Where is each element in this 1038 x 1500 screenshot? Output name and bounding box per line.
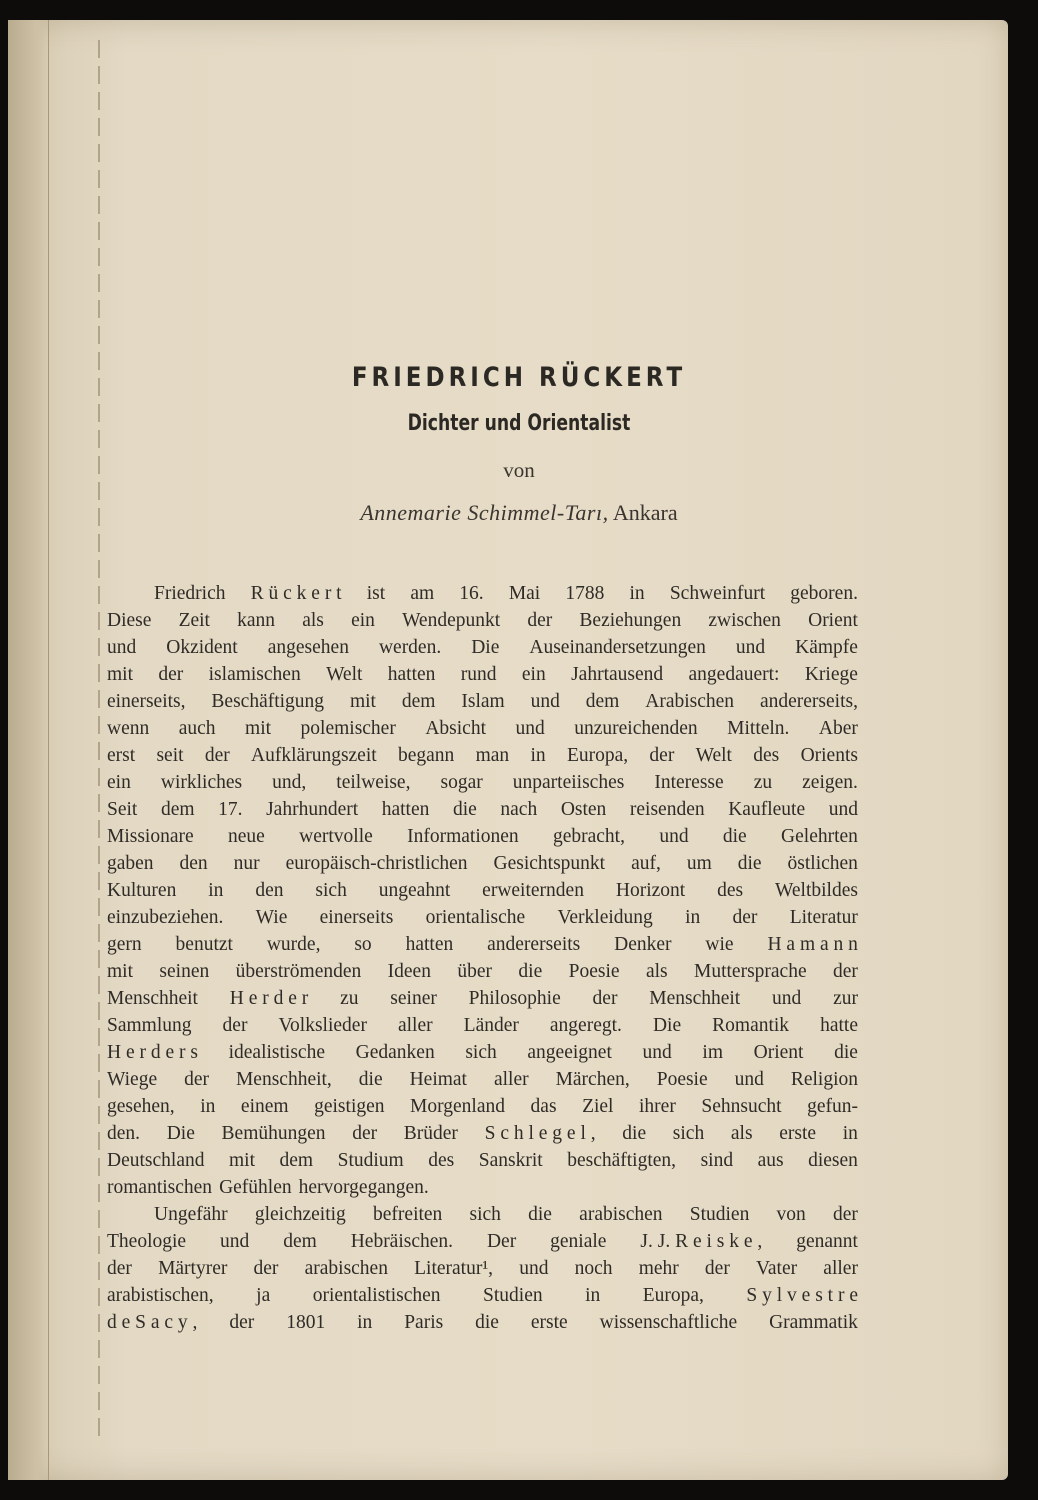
word: Sanskrit xyxy=(478,1150,543,1171)
word: hatten xyxy=(387,664,436,685)
word: diesen xyxy=(808,1150,858,1171)
word: Grammatik xyxy=(769,1312,858,1333)
word: Jahrhundert xyxy=(266,799,359,820)
word: in xyxy=(629,583,645,604)
word: Gefühlen xyxy=(219,1177,292,1198)
word: die xyxy=(528,1204,552,1225)
word: ihrer xyxy=(639,1096,676,1117)
page-fold-line xyxy=(98,40,100,1440)
word: Vater xyxy=(755,1258,798,1279)
word: Morgenland xyxy=(410,1096,506,1117)
word: geboren. xyxy=(790,583,858,604)
word: aller xyxy=(397,1015,433,1036)
text-line xyxy=(107,1120,858,1147)
word: erste xyxy=(530,1312,568,1333)
word: um xyxy=(686,853,712,874)
word: wurde, xyxy=(266,934,321,955)
word: der xyxy=(833,961,858,982)
word: 16. xyxy=(459,583,484,604)
word: über xyxy=(457,961,493,982)
word: Kaufleute xyxy=(728,799,806,820)
word: und xyxy=(828,799,858,820)
word: mit xyxy=(349,691,376,712)
word: Kriege xyxy=(804,664,858,685)
word: Beziehungen xyxy=(579,610,682,631)
word: einerseits xyxy=(319,907,394,928)
word: zu xyxy=(340,988,359,1009)
text-line xyxy=(107,796,858,823)
word: seinen xyxy=(159,961,210,982)
author-line xyxy=(0,500,1038,526)
article-title: FRIEDRICH RÜCKERT xyxy=(351,363,687,393)
word: die xyxy=(518,961,543,982)
text-line xyxy=(107,1228,858,1255)
word: Die xyxy=(652,1015,682,1036)
text-line xyxy=(107,985,858,1012)
word: beschäftigten, xyxy=(567,1150,677,1171)
word: Mai xyxy=(508,583,541,604)
word: ja xyxy=(256,1285,271,1306)
word: in xyxy=(842,1123,858,1144)
word: ein xyxy=(521,664,546,685)
word: Mitteln. xyxy=(727,718,790,739)
word: des xyxy=(717,880,744,901)
text-line xyxy=(107,580,858,607)
word: Sammlung xyxy=(107,1015,192,1036)
text-line xyxy=(107,931,858,958)
article-body xyxy=(107,580,858,1336)
word: gebracht, xyxy=(552,826,625,847)
word: Poesie xyxy=(568,961,620,982)
word: und xyxy=(220,1231,250,1252)
word: Informationen xyxy=(407,826,519,847)
word: der xyxy=(184,1069,209,1090)
word: erste xyxy=(779,1123,817,1144)
word: Kämpfe xyxy=(795,637,858,658)
word: teilweise, xyxy=(336,772,411,793)
word: Religion xyxy=(790,1069,858,1090)
word: Islam xyxy=(461,691,505,712)
word: auch xyxy=(178,718,216,739)
word: aller xyxy=(493,1069,529,1090)
word: Märchen, xyxy=(555,1069,630,1090)
word: mit xyxy=(107,961,134,982)
word: mit xyxy=(229,1150,256,1171)
word: Der xyxy=(486,1231,517,1252)
word: gesehen, xyxy=(107,1096,175,1117)
word: Volkslieder xyxy=(278,1015,367,1036)
word: kann xyxy=(237,610,276,631)
word: sich xyxy=(315,880,347,901)
word: reisenden xyxy=(629,799,705,820)
word: wie xyxy=(705,934,734,955)
word: des xyxy=(428,1150,455,1171)
word: Deutschland xyxy=(107,1150,205,1171)
word: Diese xyxy=(107,610,152,631)
word: die xyxy=(622,1123,647,1144)
word: Weltbildes xyxy=(775,880,858,901)
word: als xyxy=(645,961,668,982)
word: benutzt xyxy=(175,934,233,955)
word: aller xyxy=(823,1258,858,1279)
word: andererseits, xyxy=(759,691,858,712)
text-line xyxy=(107,1201,858,1228)
word: sich xyxy=(469,1204,501,1225)
word: angeeignet xyxy=(527,1042,612,1063)
word: Menschheit, xyxy=(235,1069,332,1090)
word: Europa, xyxy=(642,1285,704,1306)
word: nach xyxy=(500,799,538,820)
word: Ziel xyxy=(582,1096,614,1117)
word: Sehnsucht xyxy=(701,1096,782,1117)
word: sich xyxy=(672,1123,705,1144)
word: der xyxy=(527,610,553,631)
word: der xyxy=(158,664,184,685)
word: und xyxy=(642,1042,672,1063)
word: Gedanken xyxy=(355,1042,435,1063)
text-line xyxy=(107,1039,858,1066)
word: Kulturen xyxy=(107,880,177,901)
word: Paris xyxy=(404,1312,444,1333)
word: der xyxy=(204,745,230,766)
word: Verkleidung xyxy=(557,907,653,928)
text-line xyxy=(107,742,858,769)
word: dem xyxy=(279,1150,314,1171)
word: unparteiisches xyxy=(512,772,625,793)
word: Studien xyxy=(483,1285,543,1306)
word: arabischen xyxy=(304,1258,388,1279)
word: Philosophie xyxy=(468,988,561,1009)
word: der xyxy=(592,988,618,1009)
word: die xyxy=(358,1069,383,1090)
word: die xyxy=(722,826,747,847)
word: Jahrtausend xyxy=(571,664,664,685)
text-line xyxy=(107,1012,858,1039)
word: neue xyxy=(227,826,265,847)
word: Missionare xyxy=(107,826,194,847)
word: der xyxy=(833,1204,858,1225)
text-line xyxy=(107,1282,858,1309)
word: zwischen xyxy=(708,610,781,631)
book-gutter xyxy=(8,20,49,1480)
word: die xyxy=(834,1042,858,1063)
word: europäisch-christlichen xyxy=(285,853,468,874)
text-line xyxy=(107,715,858,742)
word: J. J. R e i s k e , xyxy=(640,1231,763,1252)
word: ein xyxy=(351,610,375,631)
word: Romantik xyxy=(712,1015,790,1036)
text-line xyxy=(107,823,858,850)
word: Gelehrten xyxy=(781,826,858,847)
word: im xyxy=(702,1042,723,1063)
word: Ungefähr xyxy=(154,1204,228,1225)
word: idealistische xyxy=(228,1042,325,1063)
word: Interesse xyxy=(654,772,724,793)
word: und xyxy=(519,1258,549,1279)
word: Osten xyxy=(560,799,607,820)
word: Okzident xyxy=(166,637,238,658)
text-line xyxy=(107,688,858,715)
word: gern xyxy=(107,934,142,955)
word: des xyxy=(753,745,780,766)
text-line xyxy=(107,1147,858,1174)
word: Orients xyxy=(800,745,858,766)
word: in xyxy=(357,1312,373,1333)
text-line xyxy=(107,1174,858,1201)
word: Denker xyxy=(614,934,672,955)
word: 17. xyxy=(218,799,243,820)
word: zur xyxy=(833,988,858,1009)
word: mit xyxy=(245,718,272,739)
word: die xyxy=(737,853,762,874)
word: Auseinandersetzungen xyxy=(529,637,706,658)
text-line xyxy=(107,1309,858,1336)
text-line xyxy=(107,850,858,877)
word: und xyxy=(515,718,545,739)
word: Märtyrer xyxy=(158,1258,228,1279)
word: und xyxy=(530,691,560,712)
word: als xyxy=(302,610,324,631)
word: Studien xyxy=(689,1204,750,1225)
word: und xyxy=(659,826,689,847)
word: einzubeziehen. xyxy=(107,907,224,928)
word: angedauert: xyxy=(688,664,780,685)
word: am xyxy=(410,583,435,604)
word: der xyxy=(649,745,675,766)
word: Bemühungen xyxy=(221,1123,326,1144)
word: Aber xyxy=(818,718,858,739)
word: und xyxy=(735,637,766,658)
word: ist xyxy=(366,583,386,604)
word: Literatur xyxy=(789,907,858,928)
word: Brüder xyxy=(403,1123,458,1144)
text-line xyxy=(107,1093,858,1120)
word: Literatur¹, xyxy=(414,1258,494,1279)
word: den. xyxy=(107,1123,141,1144)
word: Welt xyxy=(326,664,363,685)
word: mit xyxy=(107,664,134,685)
word: Menschheit xyxy=(107,988,198,1009)
word: sich xyxy=(465,1042,497,1063)
word: der xyxy=(253,1258,279,1279)
word: Ideen xyxy=(387,961,431,982)
word: dem xyxy=(160,799,195,820)
word: islamischen xyxy=(208,664,301,685)
word: Die xyxy=(166,1123,195,1144)
text-line xyxy=(107,958,858,985)
word: H a m a n n xyxy=(767,934,858,955)
word: auf, xyxy=(631,853,661,874)
text-line xyxy=(107,1066,858,1093)
word: begann xyxy=(397,745,455,766)
text-line xyxy=(107,607,858,634)
word: zeigen. xyxy=(802,772,858,793)
word: H e r d e r xyxy=(229,988,309,1009)
word: man xyxy=(475,745,510,766)
word: und xyxy=(107,637,137,658)
word: so xyxy=(354,934,372,955)
word: Wie xyxy=(255,907,288,928)
author-place: Ankara xyxy=(612,500,678,525)
word: gaben xyxy=(107,853,154,874)
word: sogar xyxy=(440,772,483,793)
word: einerseits, xyxy=(107,691,186,712)
word: unzureichenden xyxy=(574,718,698,739)
word: von xyxy=(776,1204,806,1225)
word: und xyxy=(734,1069,764,1090)
word: hatten xyxy=(405,934,454,955)
word: erst xyxy=(107,745,136,766)
word: Zeit xyxy=(178,610,210,631)
word: in xyxy=(685,907,701,928)
word: Schweinfurt xyxy=(669,583,766,604)
word: Gesichtspunkt xyxy=(493,853,606,874)
word: mehr xyxy=(638,1258,679,1279)
byline-von: von xyxy=(503,458,535,482)
word: nur xyxy=(233,853,260,874)
word: gleichzeitig xyxy=(254,1204,346,1225)
word: und xyxy=(772,988,802,1009)
word: wenn xyxy=(107,718,150,739)
word: Friedrich xyxy=(154,583,226,604)
word: dem xyxy=(283,1231,317,1252)
word: noch xyxy=(574,1258,613,1279)
word: Heimat xyxy=(409,1069,467,1090)
word: aus xyxy=(757,1150,784,1171)
word: Wendepunkt xyxy=(402,610,501,631)
word: Arabischen xyxy=(645,691,735,712)
word: werden. xyxy=(378,637,442,658)
word: Poesie xyxy=(656,1069,708,1090)
word: orientalistischen xyxy=(312,1285,441,1306)
word: als xyxy=(730,1123,753,1144)
word: Beschäftigung xyxy=(211,691,325,712)
word: polemischer xyxy=(300,718,396,739)
word: überströmenden xyxy=(235,961,362,982)
word: S y l v e s t r e xyxy=(746,1285,858,1306)
word: Muttersprache xyxy=(694,961,807,982)
word: dem xyxy=(401,691,436,712)
word: Orient xyxy=(753,1042,804,1063)
word: d e S a c y , xyxy=(107,1312,198,1333)
word: Die xyxy=(471,637,500,658)
word: geistigen xyxy=(314,1096,385,1117)
word: 1801 xyxy=(286,1312,326,1333)
word: Länder xyxy=(463,1015,519,1036)
word: orientalische xyxy=(425,907,526,928)
word: 1788 xyxy=(565,583,605,604)
word: die xyxy=(475,1312,499,1333)
article-subtitle: Dichter und Orientalist xyxy=(407,408,631,436)
word: seit xyxy=(156,745,184,766)
word: Horizont xyxy=(615,880,686,901)
word: zu xyxy=(753,772,773,793)
word: sind xyxy=(700,1150,734,1171)
word: der xyxy=(229,1312,255,1333)
word: H e r d e r s xyxy=(107,1042,198,1063)
word: der xyxy=(704,1258,730,1279)
word: der xyxy=(107,1258,132,1279)
word: wissenschaftliche xyxy=(599,1312,738,1333)
word: Wiege xyxy=(107,1069,158,1090)
word: erweiternden xyxy=(482,880,584,901)
word: S c h l e g e l , xyxy=(484,1123,596,1144)
word: in xyxy=(200,1096,216,1117)
word: und, xyxy=(272,772,307,793)
word: der xyxy=(222,1015,248,1036)
text-line xyxy=(107,634,858,661)
word: romantischen xyxy=(107,1177,213,1198)
text-line xyxy=(107,661,858,688)
word: genannt xyxy=(796,1231,858,1252)
word: Seit xyxy=(107,799,138,820)
word: den xyxy=(255,880,284,901)
word: arabischen xyxy=(579,1204,663,1225)
text-line xyxy=(107,904,858,931)
word: Aufklärungszeit xyxy=(251,745,377,766)
word: Absicht xyxy=(425,718,486,739)
word: Welt xyxy=(695,745,732,766)
word: rund xyxy=(460,664,497,685)
text-line xyxy=(107,1255,858,1282)
text-line xyxy=(107,877,858,904)
word: seiner xyxy=(390,988,437,1009)
word: arabistischen, xyxy=(107,1285,214,1306)
word: in xyxy=(208,880,224,901)
word: der xyxy=(352,1123,378,1144)
word: Studium xyxy=(337,1150,404,1171)
word: einem xyxy=(240,1096,289,1117)
word: in xyxy=(585,1285,601,1306)
word: Hebräischen. xyxy=(350,1231,454,1252)
word: Menschheit xyxy=(649,988,741,1009)
word: angeregt. xyxy=(549,1015,622,1036)
word: befreiten xyxy=(373,1204,443,1225)
word: geniale xyxy=(550,1231,607,1252)
word: in xyxy=(530,745,546,766)
word: hatte xyxy=(820,1015,858,1036)
word: andererseits xyxy=(487,934,581,955)
text-line xyxy=(107,769,858,796)
author-name: Annemarie Schimmel-Tarı, xyxy=(360,500,609,525)
word: dem xyxy=(585,691,620,712)
word: östlichen xyxy=(787,853,858,874)
word: Europa, xyxy=(566,745,629,766)
word: Theologie xyxy=(107,1231,187,1252)
word: ein xyxy=(107,772,131,793)
word: angesehen xyxy=(267,637,349,658)
word: das xyxy=(530,1096,557,1117)
word: wertvolle xyxy=(299,826,373,847)
word: hervorgegangen. xyxy=(298,1177,429,1198)
word: Orient xyxy=(808,610,858,631)
word: gefun- xyxy=(807,1096,858,1117)
word: wirkliches xyxy=(160,772,243,793)
word: hatten xyxy=(381,799,430,820)
word: der xyxy=(732,907,758,928)
word: den xyxy=(179,853,208,874)
word: R ü c k e r t xyxy=(250,583,342,604)
word: ungeahnt xyxy=(378,880,451,901)
word: die xyxy=(452,799,477,820)
